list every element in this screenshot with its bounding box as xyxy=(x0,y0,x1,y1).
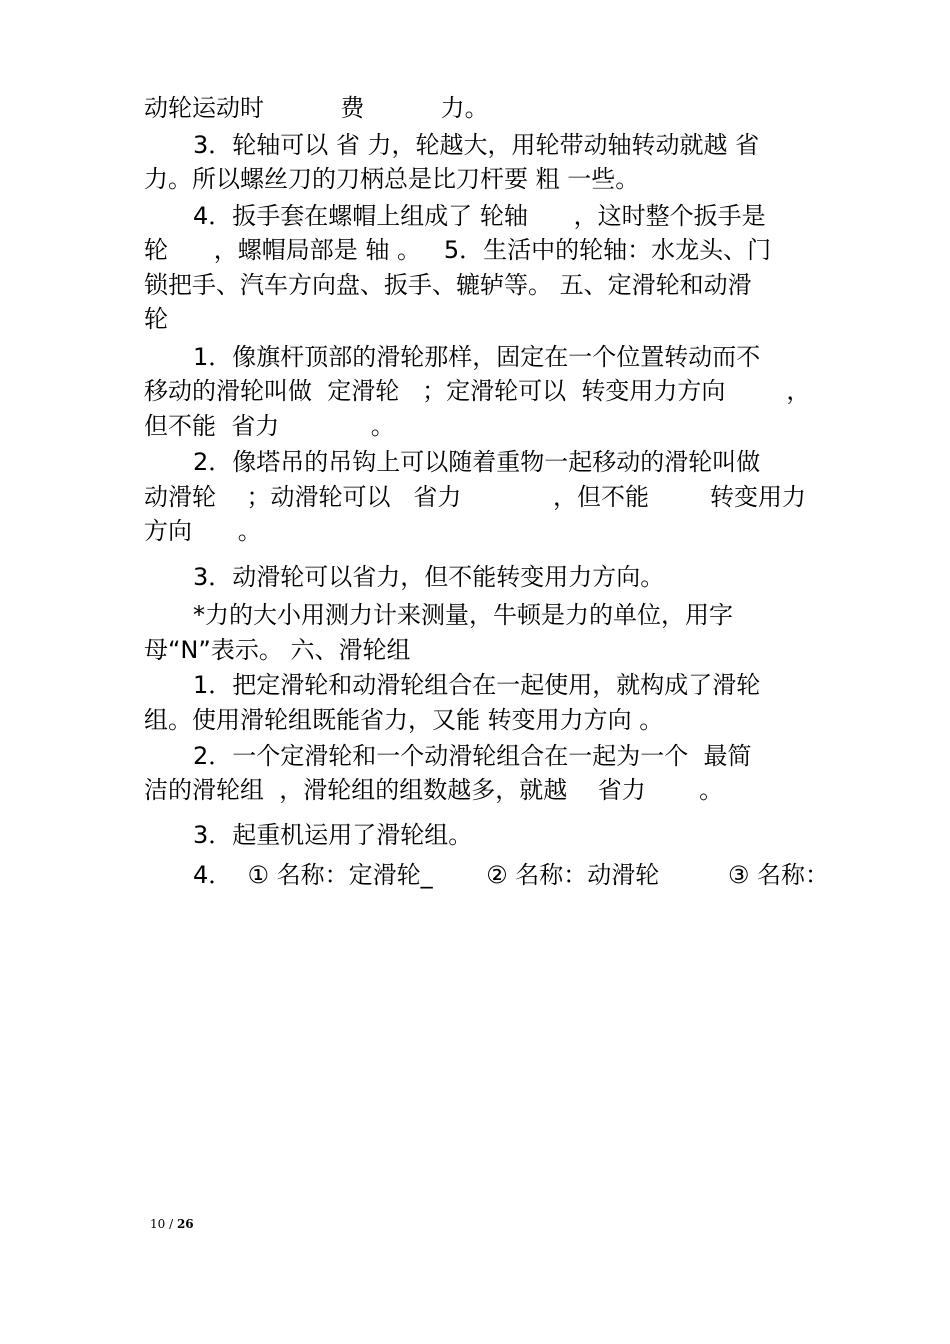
text-line-21: 3．起重机运用了滑轮组。 xyxy=(193,821,473,849)
text-line-4: 4．扳手套在螺帽上组成了 轮轴 ，这时整个扳手是 xyxy=(193,202,766,230)
text-line-18: 组。使用滑轮组既能省力，又能 转变用力方向 。 xyxy=(144,706,664,734)
text-line-2: 3．轮轴可以 省 力，轮越大，用轮带动轴转动就越 省 xyxy=(193,131,760,159)
text-line-3: 力。所以螺丝刀的刀柄总是比刀杆要 粗 一些。 xyxy=(144,165,640,193)
text-line-16: 母“N”表示。 六、滑轮组 xyxy=(144,636,411,664)
text-line-10: 但不能 省力 。 xyxy=(144,412,395,440)
page-total: 26 xyxy=(176,1217,194,1231)
text-line-12: 动滑轮 ；动滑轮可以 省力 ，但不能 转变用力 xyxy=(144,483,806,511)
text-line-6: 锁把手、汽车方向盘、扳手、辘轳等。 五、定滑轮和动滑 xyxy=(144,271,752,299)
text-line-11: 2．像塔吊的吊钩上可以随着重物一起移动的滑轮叫做 xyxy=(193,448,761,476)
text-line-8: 1．像旗杆顶部的滑轮那样，固定在一个位置转动而不 xyxy=(193,343,761,371)
page-current: 10 xyxy=(150,1217,166,1231)
text-line-17: 1．把定滑轮和动滑轮组合在一起使用，就构成了滑轮 xyxy=(193,671,761,699)
text-line-9: 移动的滑轮叫做 定滑轮 ；定滑轮可以 转变用力方向 ， xyxy=(144,377,811,405)
page-separator: / xyxy=(165,1217,177,1231)
text-line-13: 方向 。 xyxy=(144,517,262,545)
text-line-7: 轮 xyxy=(144,305,168,333)
text-line-22: 4． ① 名称：定滑轮_ ② 名称：动滑轮 ③ 名称： xyxy=(193,861,830,889)
page-number xyxy=(150,1217,194,1231)
text-line-15: *力的大小用测力计来测量，牛顿是力的单位，用字 xyxy=(193,601,733,629)
text-line-1: 动轮运动时 费 力。 xyxy=(144,94,489,122)
text-line-19: 2．一个定滑轮和一个动滑轮组合在一起为一个 最简 xyxy=(193,742,752,770)
text-line-14: 3．动滑轮可以省力，但不能转变用力方向。 xyxy=(193,563,665,591)
text-line-20: 洁的滑轮组 ，滑轮组的组数越多，就越 省力 。 xyxy=(144,776,724,804)
text-line-5: 轮 ，螺帽局部是 轴 。 5．生活中的轮轴：水龙头、门 xyxy=(144,236,772,264)
